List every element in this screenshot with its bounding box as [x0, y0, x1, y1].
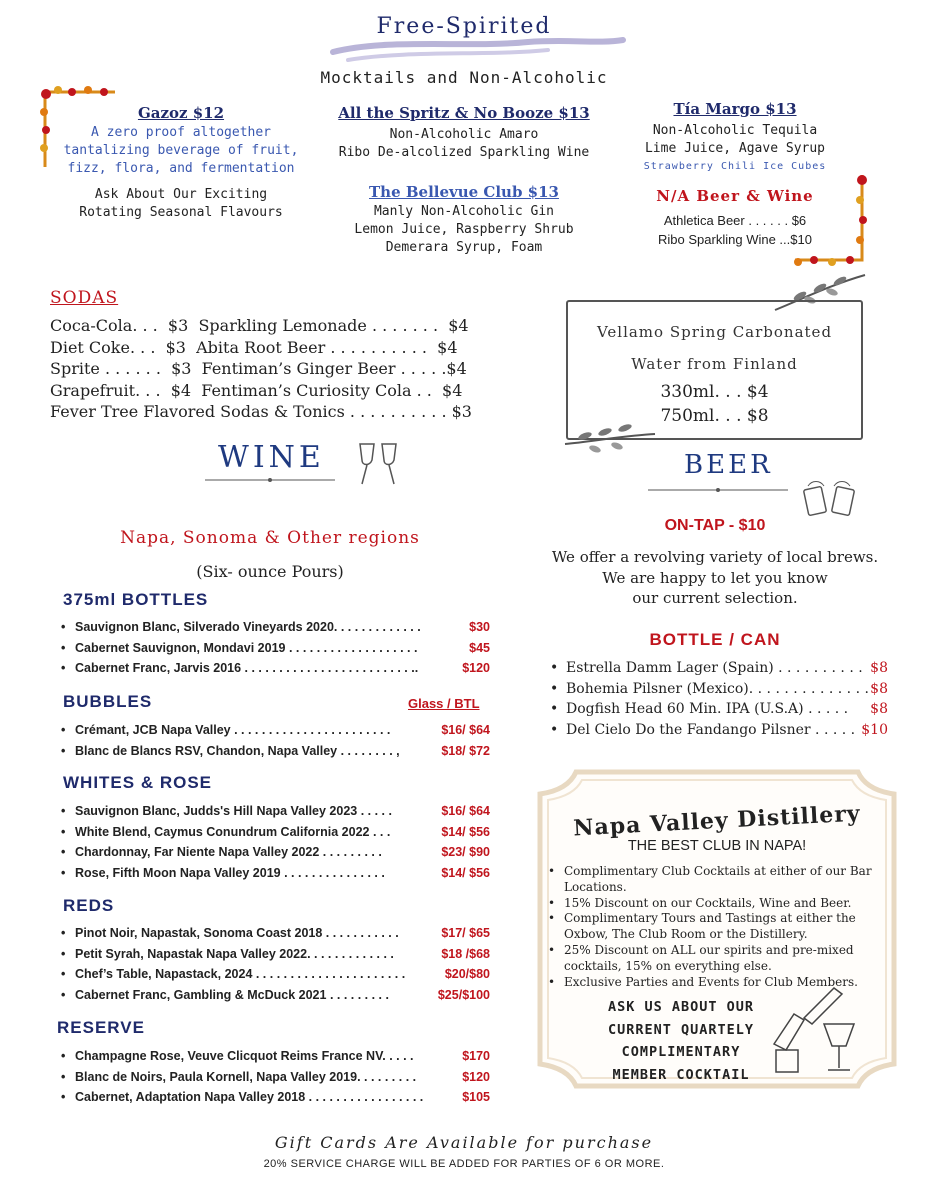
sodas-heading: SODAS: [50, 288, 119, 308]
beer-description: [540, 547, 890, 609]
wine-price: $17/ $65: [441, 926, 490, 940]
wine-list-bubbles: [61, 720, 490, 761]
soda-row: Diet Coke. . . $3 Abita Root Beer . . . . . . . . . . $4: [50, 337, 458, 357]
beer-item: • Bohemia Pilsner (Mexico). . . . . . . . . . . . . . $8: [566, 679, 888, 700]
soda-row: Grapefruit. . . $4 Fentiman’s Curiosity Cola . . $4: [50, 380, 463, 400]
tia-margo-note: Strawberry Chili Ice Cubes: [643, 161, 827, 172]
beer-name: Del Cielo Do the Fandango Pilsner . . . . .: [566, 721, 856, 738]
beer-desc-line: We are happy to let you know: [602, 568, 828, 587]
beer-name: Estrella Damm Lager (Spain) . . . . . . . . . .: [566, 660, 863, 676]
page-title: Free-Spirited: [376, 14, 552, 39]
bellevue-line: Demerara Syrup, Foam: [385, 240, 543, 255]
benefit-text: Complimentary Tours and Tastings at either the Oxbow, The Club Room or the Distillery.: [564, 911, 856, 942]
wine-name: Cabernet Franc, Jarvis 2016 . . . . . . . . . . . . . . . . . . . . . . . . ..: [75, 661, 419, 675]
wine-price: $18 /$68: [441, 946, 490, 961]
gazoz-line: fizz, flora, and fermentation: [67, 161, 295, 176]
benefit-item: • Exclusive Parties and Events for Club Members.: [548, 974, 858, 989]
wine-item: • Blanc de Blancs RSV, Chandon, Napa Valley . . . . . . . . , $18/ $72: [75, 741, 490, 762]
wine-price: $120: [462, 1069, 490, 1084]
glass-btl-label: Glass / BTL: [408, 696, 480, 711]
distillery-subtitle: THE BEST CLUB IN NAPA!: [627, 838, 807, 854]
wine-item: • Sauvignon Blanc, Judds's Hill Napa Valley 2023 . . . . . $16/ $64: [75, 801, 490, 822]
wine-section-heading: REDS: [63, 896, 115, 915]
bellevue-line: Manly Non-Alcoholic Gin: [373, 204, 554, 219]
ask-line: CURRENT QUARTELY: [607, 1021, 755, 1038]
soda-row: Coca-Cola. . . $3 Sparkling Lemonade . . . . . . . $4: [50, 316, 469, 335]
wine-list-reds: [61, 923, 490, 1005]
soda-row: Fever Tree Flavored Sodas & Tonics . . . . . . . . . . $3: [50, 402, 472, 421]
beer-desc-line: our current selection.: [632, 589, 798, 607]
wine-name: Rose, Fifth Moon Napa Valley 2019 . . . . . . . . . . . . . . .: [75, 865, 385, 880]
wine-name: Blanc de Blancs RSV, Chandon, Napa Valley . . . . . . . . ,: [75, 743, 400, 758]
na-beer-wine-block: [620, 187, 850, 249]
benefit-text: Complimentary Club Cocktails at either of our Bar Locations.: [564, 864, 872, 894]
wine-price: $14/ $56: [441, 865, 490, 880]
beer-price: $8: [870, 701, 888, 717]
na-beer-wine-line: Athletica Beer . . . . . . $6: [663, 213, 807, 228]
olive-branch-icon: [560, 414, 660, 459]
gift-cards-note: Gift Cards Are Available for purchase: [274, 1133, 654, 1152]
page-subtitle: Mocktails and Non-Alcoholic: [320, 68, 608, 87]
tia-margo-title: Tía Margo $13: [673, 100, 797, 118]
wine-name: Crémant, JCB Napa Valley . . . . . . . . . . . . . . . . . . . . . . .: [75, 723, 391, 737]
wine-name: Champagne Rose, Veuve Clicquot Reims France NV. . . . .: [75, 1049, 414, 1063]
vellamo-price: 750ml. . . $8: [660, 406, 769, 426]
wine-list-whites: [61, 801, 490, 883]
ask-about-cocktail: [576, 996, 786, 1086]
benefit-text: Exclusive Parties and Events for Club Members.: [564, 974, 858, 989]
wine-price: $45: [469, 640, 490, 655]
vellamo-title-line: Water from Finland: [631, 355, 798, 373]
beer-item: • Dogfish Head 60 Min. IPA (U.S.A) . . . . . $8: [566, 699, 888, 720]
wine-heading-underline: [205, 476, 335, 484]
gazoz-extra: Ask About Our Exciting: [94, 187, 268, 202]
gazoz-block: [60, 104, 302, 222]
wine-region-heading: Napa, Sonoma & Other regions: [120, 528, 420, 548]
wine-glasses-icon: [350, 436, 406, 492]
benefit-item: • Complimentary Tours and Tastings at either the Oxbow, The Club Room or the Distillery.: [548, 911, 856, 942]
gazoz-line: tantalizing beverage of fruit,: [63, 143, 299, 158]
na-beer-wine-line: Ribo Sparkling Wine ...$10: [658, 232, 812, 247]
wine-item: • Sauvignon Blanc, Silverado Vineyards 2020. . . . . . . . . . . . . $30: [75, 617, 490, 638]
spritz-block: [318, 104, 610, 162]
soda-row: Sprite . . . . . . $3 Fentiman’s Ginger Beer . . . . .$4: [50, 359, 467, 378]
beer-heading: BEER: [684, 450, 773, 480]
benefit-item: • 15% Discount on our Cocktails, Wine and Beer.: [548, 895, 852, 910]
benefit-text: 25% Discount on ALL our spirits and pre-mixed cocktails, 15% on everything else.: [564, 942, 854, 973]
wine-section-heading: BUBBLES: [63, 692, 153, 711]
spritz-line: Ribo De-alcolized Sparkling Wine: [338, 145, 590, 160]
tia-margo-line: Lime Juice, Agave Syrup: [644, 141, 825, 156]
wine-price: $18/ $72: [441, 743, 490, 758]
wine-price: $170: [462, 1049, 490, 1063]
wine-price: $30: [469, 620, 490, 634]
wine-price: $105: [462, 1090, 490, 1104]
distillery-title: Napa Valley Distillery: [572, 800, 862, 842]
wine-price: $25/$100: [437, 987, 490, 1002]
beer-heading-underline: [648, 486, 788, 494]
wine-name: Sauvignon Blanc, Silverado Vineyards 2020. . . . . . . . . . . . .: [75, 620, 421, 634]
wine-item: • White Blend, Caymus Conundrum California 2022 . . . $14/ $56: [75, 822, 490, 843]
bellevue-line: Lemon Juice, Raspberry Shrub: [354, 222, 574, 237]
ask-line: MEMBER COCKTAIL: [612, 1066, 750, 1083]
wine-item: • Chardonnay, Far Niente Napa Valley 2022 . . . . . . . . . $23/ $90: [75, 842, 490, 863]
cocktail-pour-icon: [764, 984, 864, 1078]
on-tap-price: ON-TAP - $10: [664, 517, 766, 534]
wine-name: Petit Syrah, Napastak Napa Valley 2022. . . . . . . . . . . . .: [75, 946, 394, 961]
gazoz-title: Gazoz $12: [137, 104, 225, 122]
bottle-can-heading: BOTTLE / CAN: [649, 630, 781, 649]
wine-list-375ml: [61, 617, 490, 679]
wine-section-heading: 375ml BOTTLES: [63, 590, 209, 609]
service-charge-note: 20% SERVICE CHARGE WILL BE ADDED FOR PARTIES OF 6 OR MORE.: [263, 1158, 665, 1170]
na-beer-wine-title: N/A Beer & Wine: [656, 187, 814, 205]
beer-item: • Del Cielo Do the Fandango Pilsner . . . . . $10: [566, 720, 888, 741]
distillery-benefits-list: [548, 864, 889, 990]
bellevue-title: The Bellevue Club $13: [369, 183, 559, 201]
ask-line: COMPLIMENTARY: [621, 1044, 741, 1060]
wine-price: $120: [462, 661, 490, 675]
bellevue-block: [318, 183, 610, 257]
wine-name: Cabernet, Adaptation Napa Valley 2018 . . . . . . . . . . . . . . . . .: [75, 1090, 424, 1104]
wine-item: • Cabernet Sauvignon, Mondavi 2019 . . . . . . . . . . . . . . . . . . . $45: [75, 638, 490, 659]
wine-item: • Crémant, JCB Napa Valley . . . . . . . . . . . . . . . . . . . . . . . $16/ $64: [75, 720, 490, 741]
wine-item: • Pinot Noir, Napastak, Sonoma Coast 2018 . . . . . . . . . . . $17/ $65: [75, 923, 490, 944]
beer-item: • Estrella Damm Lager (Spain) . . . . . . . . . . $8: [566, 658, 888, 679]
spritz-title: All the Spritz & No Booze $13: [338, 104, 590, 122]
wine-item: • Cabernet Franc, Jarvis 2016 . . . . . . . . . . . . . . . . . . . . . . . . .. $120: [75, 658, 490, 679]
distillery-club-panel: [536, 768, 898, 1090]
wine-item: • Petit Syrah, Napastak Napa Valley 2022. . . . . . . . . . . . . $18 /$68: [75, 944, 490, 965]
spritz-line: Non-Alcoholic Amaro: [389, 127, 539, 142]
sodas-section: [50, 288, 550, 424]
tia-margo-line: Non-Alcoholic Tequila: [652, 123, 818, 138]
wine-price: $16/ $64: [441, 723, 490, 737]
beer-price: $8: [870, 680, 888, 697]
beer-price: $10: [861, 721, 888, 738]
wine-name: Sauvignon Blanc, Judds's Hill Napa Valley 2023 . . . . .: [75, 804, 392, 818]
beer-bottle-list: [550, 658, 888, 740]
wine-section-heading: WHITES & ROSE: [63, 773, 213, 792]
wine-item: • Champagne Rose, Veuve Clicquot Reims France NV. . . . . $170: [75, 1046, 490, 1067]
wine-price: $14/ $56: [441, 824, 490, 839]
wine-list-reserve: [61, 1046, 490, 1108]
tia-margo-block: [620, 100, 850, 176]
wine-item: • Cabernet, Adaptation Napa Valley 2018 . . . . . . . . . . . . . . . . . $105: [75, 1087, 490, 1108]
vellamo-title: [568, 316, 861, 380]
wine-name: Pinot Noir, Napastak, Sonoma Coast 2018 . . . . . . . . . . .: [75, 926, 399, 940]
beer-name: Bohemia Pilsner (Mexico). . . . . . . . . . . . . .: [566, 680, 869, 697]
wine-pours-note: (Six- ounce Pours): [196, 562, 344, 581]
wine-name: Chardonnay, Far Niente Napa Valley 2022 . . . . . . . . .: [75, 845, 382, 859]
vellamo-price: 330ml. . . $4: [660, 382, 769, 402]
wine-price: $23/ $90: [441, 845, 490, 859]
beer-name: Dogfish Head 60 Min. IPA (U.S.A) . . . . .: [566, 701, 849, 717]
wine-item: • Blanc de Noirs, Paula Kornell, Napa Valley 2019. . . . . . . . . $120: [75, 1067, 490, 1088]
wine-price: $16/ $64: [441, 804, 490, 818]
wine-name: Cabernet Franc, Gambling & McDuck 2021 . . . . . . . . .: [75, 987, 389, 1002]
benefit-text: 15% Discount on our Cocktails, Wine and Beer.: [564, 895, 852, 910]
ask-line: ASK US ABOUT OUR: [607, 999, 755, 1015]
beer-price: $8: [870, 660, 888, 676]
wine-item: • Cabernet Franc, Gambling & McDuck 2021 . . . . . . . . . $25/$100: [75, 985, 490, 1006]
gazoz-extra: Rotating Seasonal Flavours: [79, 205, 283, 220]
wine-name: Chef’s Table, Napastack, 2024 . . . . . . . . . . . . . . . . . . . . . .: [75, 967, 406, 981]
wine-section-heading: RESERVE: [57, 1018, 145, 1037]
gazoz-line: A zero proof altogether: [90, 125, 271, 140]
wine-item: • Rose, Fifth Moon Napa Valley 2019 . . . . . . . . . . . . . . . $14/ $56: [75, 863, 490, 884]
wine-heading: WINE: [218, 440, 325, 475]
beer-desc-line: We offer a revolving variety of local brews.: [551, 548, 879, 566]
wine-item: • Chef’s Table, Napastack, 2024 . . . . . . . . . . . . . . . . . . . . . . $20/$80: [75, 964, 490, 985]
vellamo-title-line: Vellamo Spring Carbonated: [596, 323, 833, 341]
wine-name: Cabernet Sauvignon, Mondavi 2019 . . . . . . . . . . . . . . . . . . .: [75, 640, 418, 655]
wine-price: $20/$80: [444, 967, 490, 981]
wine-name: White Blend, Caymus Conundrum California 2022 . . .: [75, 824, 391, 839]
benefit-item: • 25% Discount on ALL our spirits and pre-mixed cocktails, 15% on everything else.: [548, 942, 854, 973]
benefit-item: • Complimentary Club Cocktails at either of our Bar Locations.: [548, 864, 872, 894]
wine-name: Blanc de Noirs, Paula Kornell, Napa Valley 2019. . . . . . . . .: [75, 1069, 417, 1084]
